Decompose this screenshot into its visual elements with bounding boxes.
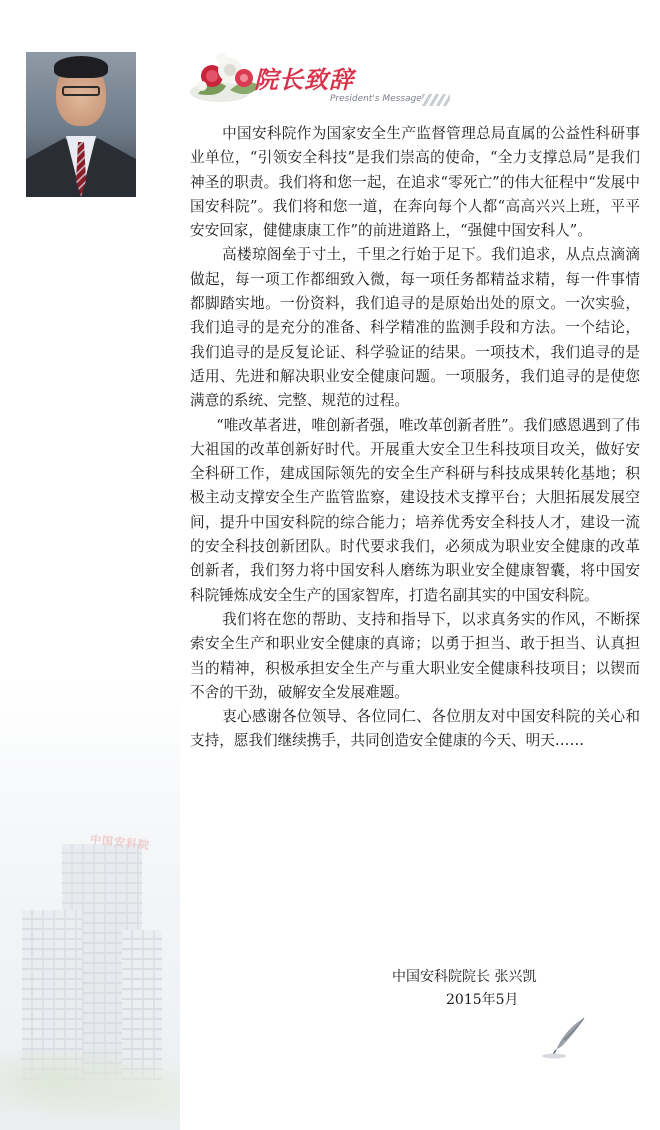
page-title: 院长致辞 bbox=[254, 66, 354, 94]
paragraph-3: “唯改革者进，唯创新者强，唯改革创新者胜”。我们感恩遇到了伟大祖国的改革创新好时代。开展重大安全卫生科技项目攻关，做好安全科研工作，建成国际领先的安全生产科研与科技成果转化基地；积极主动支撑安全生产监管监察，建设技术支撑平台；大胆拓展发展空间，提升中国安科院的综合能力；培养优秀安全科技人才，建设一流的安全科技创新团队。时代要求我们，必须成为职业安全健康的改革创新者，我们努力将中国安科人磨练为职业安全健康智囊，将中国安科院锤炼成安全生产的国家智库，打造名副其实的中国安科院。 bbox=[190, 416, 640, 604]
page-subtitle: President's Message bbox=[330, 94, 422, 104]
signature-date: 2015年5月 bbox=[446, 992, 519, 1008]
president-portrait bbox=[26, 52, 136, 197]
flower-bouquet-icon bbox=[190, 46, 264, 106]
paragraph-1: 中国安科院作为国家安全生产监督管理总局直属的公益性科研事业单位，“引领安全科技”是我们崇高的使命，“全力支撑总局”是我们神圣的职责。我们将和您一起，在追求“零死亡”的伟大征程中“发展中国安科院”。我们将和您一道，在奔向每个人都“高高兴兴上班，平平安安回家，健健康康工作”的前进道路上，“强健中国安科人”。 bbox=[190, 125, 640, 240]
message-body bbox=[190, 122, 640, 754]
paragraph-2: 高楼琼阁垒于寸土，千里之行始于足下。我们追求，从点点滴滴做起，每一项工作都细致入微，每一项任务都精益求精，每一件事情都脚踏实地。一份资料，我们追寻的是原始出处的原文。一次实验，我们追寻的是充分的准备、科学精准的监测手段和方法。一个结论，我们追寻的是反复论证、科学验证的结果。一项技术，我们追寻的是适用、先进和解决职业安全健康问题。一项服务，我们追寻的是使您满意的系统、完整、规范的过程。 bbox=[190, 246, 640, 410]
left-decoration-column bbox=[0, 0, 180, 1130]
signature-name: 中国安科院院长 张兴凯 bbox=[392, 969, 537, 985]
quill-pen-icon bbox=[540, 1016, 590, 1060]
signature-block bbox=[392, 966, 592, 1012]
paragraph-5: 衷心感谢各位领导、各位同仁、各位朋友对中国安科院的关心和支持，愿我们继续携手，共同创造安全健康的今天、明天…… bbox=[190, 708, 640, 750]
stripe-decoration bbox=[422, 94, 450, 106]
paragraph-4: 我们将在您的帮助、支持和指导下，以求真务实的作风，不断探索安全生产和职业安全健康的真谛；以勇于担当、敢于担当、认真担当的精神，积极承担安全生产与重大职业安全健康科技项目；以锲而不舍的干劲，破解安全发展难题。 bbox=[190, 610, 640, 701]
institute-building-illustration bbox=[12, 830, 162, 1080]
trees-decoration bbox=[0, 1050, 180, 1130]
page-header bbox=[190, 42, 450, 114]
building-sign: 中国安科院 bbox=[89, 832, 151, 853]
